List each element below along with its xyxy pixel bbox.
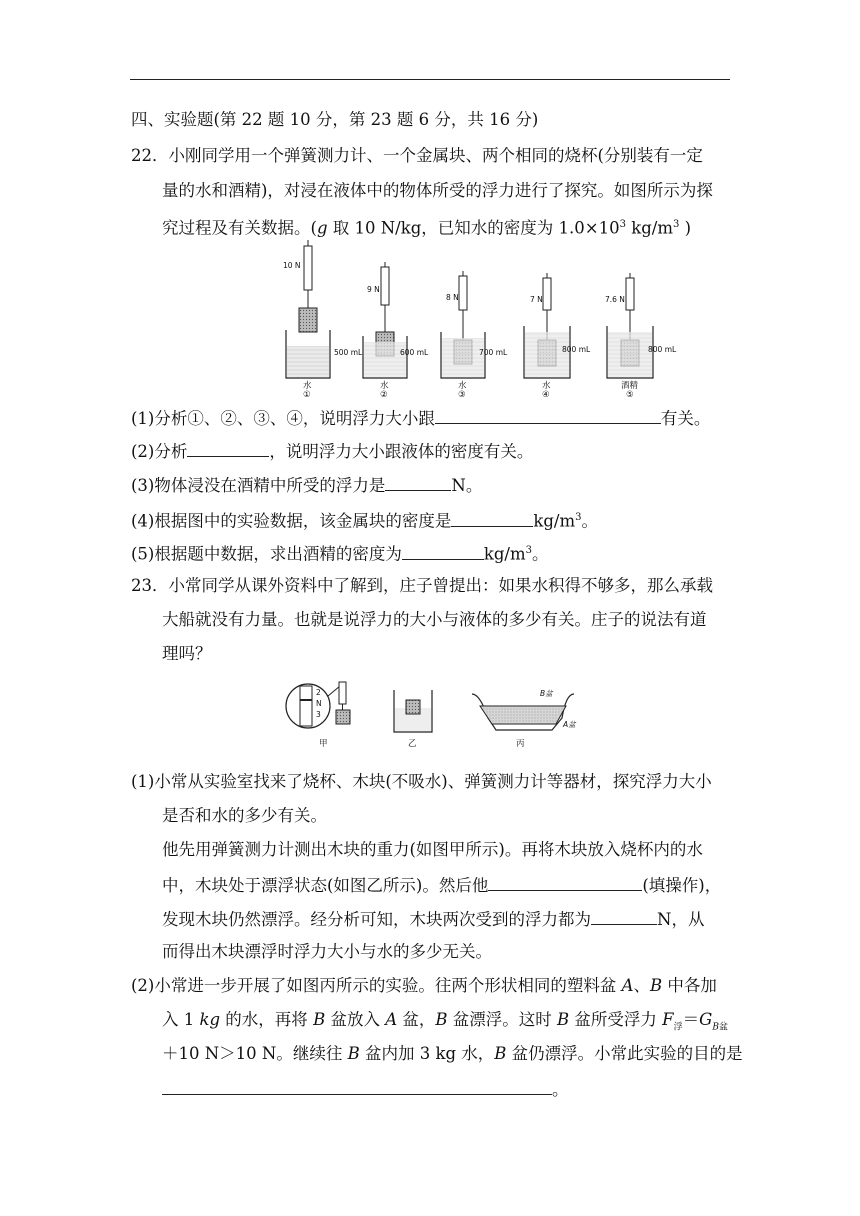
q22-part-2-suffix: ，说明浮力大小跟液体的密度有关。: [269, 442, 534, 461]
volume-label-3: 700 mL: [479, 348, 508, 357]
q22-line-3: [162, 214, 691, 240]
q22-figure: [278, 240, 698, 398]
figure-jia: [286, 682, 350, 749]
q22-part-1-suffix: 有关。: [660, 409, 711, 428]
wood-block-jia: [336, 710, 350, 724]
q22-part-3: [131, 473, 482, 497]
liquid-label-4: 水: [542, 381, 551, 391]
q23-line-1: 23．小常同学从课外资料中了解到，庄子曾提出：如果水积得不够多，那么承载: [131, 576, 713, 595]
text: (2)小常进一步开展了如图丙所示的实验。往两个形状相同的塑料盆: [131, 976, 622, 995]
var-a: A: [385, 1010, 398, 1029]
wood-block-yi: [406, 700, 420, 714]
q22-part-5-suffix: 。: [532, 544, 549, 564]
volume-label-5: 800 mL: [648, 345, 677, 354]
step-number-5: ⑤: [626, 390, 634, 398]
liquid-label-5: 酒精: [621, 381, 639, 391]
step-number-2: ②: [380, 390, 388, 398]
text: 中各加: [662, 976, 717, 995]
beaker-1-setup: [283, 240, 363, 398]
label-bing: 丙: [516, 739, 525, 749]
metal-block-1: [299, 308, 317, 332]
q22-part-4-text: (4)根据图中的实验数据，该金属块的密度是: [131, 511, 452, 531]
q22-part-5: [131, 540, 549, 566]
q23-part-1-line-6: 而得出木块漂浮时浮力大小与水的多少无关。: [162, 942, 492, 961]
scale-mark-2: 2: [316, 688, 321, 697]
figure-bing: [472, 689, 577, 749]
var-b: B: [313, 1010, 326, 1029]
text: 盆，: [397, 1010, 436, 1029]
q23-line-2: 大船就没有力量。也就是说浮力的大小与液体的多少有关。庄子的说法有道: [162, 610, 707, 629]
text: 。: [552, 1080, 569, 1099]
var-b: B: [557, 1010, 570, 1029]
spring-scale-2: [381, 267, 389, 305]
q23-part-2-line-3: [162, 1043, 743, 1065]
q23-part-1-line-2: 是否和水的多少有关。: [162, 806, 327, 825]
var-b: B: [347, 1044, 360, 1063]
answer-blank-4[interactable]: [451, 509, 533, 527]
q22-part-1: [131, 406, 710, 430]
spring-scale-3: [459, 276, 467, 310]
var-f: F: [662, 1010, 674, 1029]
spring-scale-4: [543, 278, 551, 310]
force-label-3: 8 N: [446, 293, 459, 302]
q23-part-1-line-4: [162, 873, 721, 897]
q22-part-2-text: (2)分析: [131, 442, 188, 461]
spring-scale-1: [304, 246, 312, 290]
q22-part-4-unit: kg/m: [533, 511, 576, 531]
q23-part-2-line-2: [162, 1009, 728, 1038]
answer-blank-3[interactable]: [385, 473, 451, 491]
answer-blank-6[interactable]: [488, 873, 642, 891]
q23-part-1-line-5-text: 发现木块仍然漂浮。经分析可知，木块两次受到的浮力都为: [162, 910, 591, 929]
var-b: B: [712, 1022, 719, 1033]
answer-blank-7[interactable]: [591, 907, 657, 925]
beaker-3-setup: [441, 271, 508, 398]
label-basin-b: B盆: [540, 689, 553, 698]
q22-part-5-exp: 3: [525, 545, 533, 556]
q22-unit-exponent: 3: [672, 219, 680, 230]
q23-part-1-line-5-suffix: N，从: [657, 910, 705, 929]
q22-close-paren: ): [679, 218, 692, 238]
spring-scale-5: [626, 278, 634, 310]
q22-part-4-suffix: 。: [581, 511, 599, 531]
subscript-fu: 浮: [673, 1022, 683, 1033]
var-b: B: [494, 1044, 507, 1063]
text: 盆漂浮。这时: [447, 1010, 558, 1029]
step-number-3: ③: [458, 390, 466, 398]
q23-part-1-line-3: 他先用弹簧测力计测出木块的重力(如图甲所示)。再将木块放入烧杯内的水: [162, 840, 703, 859]
q22-part-4-exp: 3: [575, 512, 582, 523]
beaker-5-setup: [605, 273, 677, 398]
volume-label-2: 600 mL: [400, 348, 429, 357]
label-jia: 甲: [319, 739, 328, 749]
liquid-5: [608, 332, 652, 377]
liquid-label-1: 水: [303, 381, 312, 391]
text: 入 1: [162, 1010, 200, 1029]
spring-scale-jia: [339, 682, 346, 704]
text: 盆放入: [325, 1010, 386, 1029]
unit-kg: kg: [199, 1010, 221, 1029]
text: 、: [633, 976, 651, 995]
q23-part-1-line-4-text: 中，木块处于漂浮状态(如图乙所示)。然后他: [162, 876, 489, 895]
text: 盆仍漂浮。小常此实验的目的是: [506, 1044, 743, 1063]
q22-line-3-text: 究过程及有关数据。(: [162, 218, 317, 238]
magnifier-pointer: [328, 686, 340, 696]
beaker-2-setup: [363, 262, 429, 398]
answer-blank-1[interactable]: [435, 406, 661, 424]
q23-part-1-line-1: (1)小常从实验室找来了烧杯、木块(不吸水)、弹簧测力计等器材，探究浮力大小: [131, 772, 712, 791]
label-yi: 乙: [408, 739, 417, 749]
q23-part-2-line-4: [162, 1077, 569, 1101]
q23-figure: [282, 672, 582, 752]
q22-part-4: [131, 507, 598, 533]
label-basin-a: A盆: [563, 720, 576, 729]
q23-part-1-line-4-suffix: (填操作)，: [642, 876, 722, 895]
scale-mark-3: 3: [316, 710, 321, 719]
scale-unit-n: N: [316, 699, 322, 708]
q22-line-1: 22．小刚同学用一个弹簧测力计、一个金属块、两个相同的烧杯(分别装有一定: [131, 146, 703, 165]
q22-g-symbol: g: [316, 218, 328, 238]
header-rule: [130, 79, 730, 80]
answer-blank-2[interactable]: [187, 439, 269, 457]
q22-part-3-text: (3)物体浸没在酒精中所受的浮力是: [131, 476, 386, 495]
q22-exponent: 3: [619, 219, 626, 230]
text: 的水，再将: [220, 1010, 314, 1029]
force-label-4: 7 N: [530, 295, 543, 304]
q22-line-2: 量的水和酒精)，对浸在液体中的物体所受的浮力进行了探究。如图所示为探: [162, 181, 713, 200]
var-a: A: [621, 976, 634, 995]
section-title: 四、实验题(第 22 题 10 分，第 23 题 6 分，共 16 分): [131, 110, 539, 129]
answer-blank-8[interactable]: [162, 1077, 552, 1095]
answer-blank-5[interactable]: [402, 542, 484, 560]
text: 盆内加 3 kg 水，: [359, 1044, 495, 1063]
q23-line-3: 理吗？: [162, 644, 212, 663]
q22-part-3-suffix: N。: [451, 476, 483, 495]
force-label-1: 10 N: [283, 261, 301, 270]
q22-part-5-text: (5)根据题中数据，求出酒精的密度为: [131, 544, 402, 564]
q22-part-1-text: (1)分析①、②、③、④，说明浮力大小跟: [131, 409, 435, 428]
q22-part-5-unit: kg/m: [483, 544, 526, 564]
var-b: B: [650, 976, 663, 995]
text: 盆: [718, 1022, 728, 1033]
liquid-4: [525, 332, 569, 377]
step-number-4: ④: [542, 390, 550, 398]
liquid-1: [287, 346, 329, 377]
force-label-2: 9 N: [367, 285, 380, 294]
text: 盆所受浮力: [569, 1010, 663, 1029]
liquid-3: [442, 338, 484, 377]
var-g: G: [699, 1010, 713, 1029]
q23-part-2-line-1: [131, 975, 717, 997]
liquid-label-3: 水: [458, 381, 467, 391]
q23-part-1-line-5: [162, 907, 704, 931]
basin-b: [480, 706, 566, 724]
var-b: B: [435, 1010, 448, 1029]
subscript-b-pen: [712, 1022, 728, 1032]
volume-label-4: 800 mL: [562, 345, 591, 354]
scale-zoomed: [300, 686, 312, 726]
volume-label-1: 500 mL: [334, 348, 363, 357]
beaker-4-setup: [524, 273, 591, 398]
step-number-1: ①: [303, 390, 311, 398]
q22-unit: kg/m: [625, 218, 673, 238]
q22-part-2: [131, 439, 533, 463]
text: ＋10 N＞10 N。继续往: [162, 1044, 348, 1063]
equals-sign: ＝: [682, 1010, 700, 1029]
force-label-5: 7.6 N: [605, 295, 625, 304]
liquid-label-2: 水: [380, 381, 389, 391]
figure-yi: [394, 690, 432, 749]
q22-line-3-text-b: 取 10 N/kg，已知水的密度为 1.0×10: [327, 218, 620, 238]
